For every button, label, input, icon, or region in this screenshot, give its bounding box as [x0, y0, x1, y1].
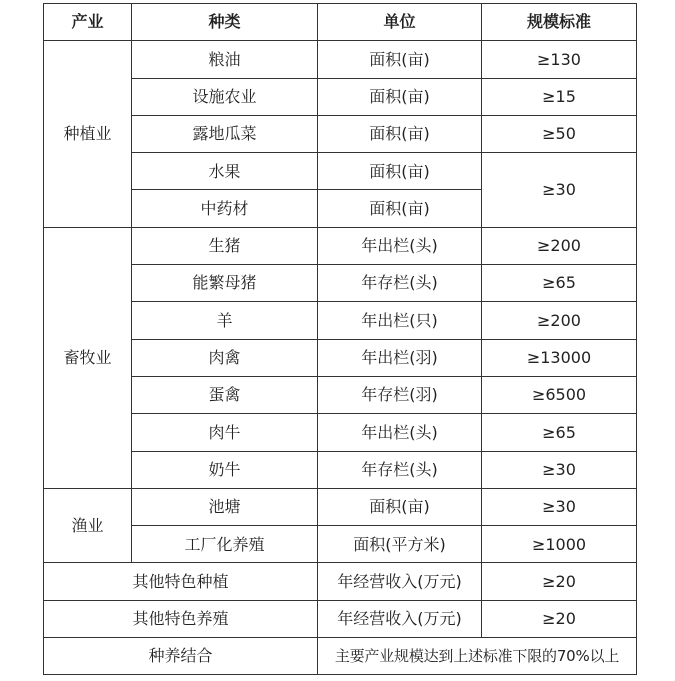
category-cell: 肉禽 [132, 339, 318, 376]
group-livestock: 畜牧业 [44, 227, 132, 488]
category-cell: 肉牛 [132, 414, 318, 451]
standard-cell: ≥50 [482, 115, 637, 152]
table-row [44, 265, 637, 302]
unit-cell: 面积(亩) [318, 115, 482, 152]
table-row [44, 488, 637, 525]
unit-cell: 面积(亩) [318, 78, 482, 115]
category-cell: 羊 [132, 302, 318, 339]
category-cell: 奶牛 [132, 451, 318, 488]
category-cell: 设施农业 [132, 78, 318, 115]
category-cell: 生猪 [132, 227, 318, 264]
standard-cell: ≥15 [482, 78, 637, 115]
category-cell: 蛋禽 [132, 376, 318, 413]
standard-cell: ≥200 [482, 227, 637, 264]
unit-cell: 年经营收入(万元) [318, 600, 482, 637]
other-planting-label: 其他特色种植 [44, 563, 318, 600]
group-fishery: 渔业 [44, 488, 132, 563]
unit-cell: 年出栏(头) [318, 227, 482, 264]
standard-cell: ≥30 [482, 488, 637, 525]
category-cell: 能繁母猪 [132, 265, 318, 302]
table-row [44, 115, 637, 152]
combined-note: 主要产业规模达到上述标准下限的70%以上 [318, 638, 637, 675]
scale-standard-table [43, 3, 637, 675]
unit-cell: 年出栏(头) [318, 414, 482, 451]
category-cell: 中药材 [132, 190, 318, 227]
header-category: 种类 [132, 4, 318, 41]
table-row [44, 526, 637, 563]
standard-cell: ≥30 [482, 153, 637, 228]
unit-cell: 面积(亩) [318, 488, 482, 525]
unit-cell: 年出栏(羽) [318, 339, 482, 376]
table-row [44, 339, 637, 376]
unit-cell: 年出栏(只) [318, 302, 482, 339]
unit-cell: 年存栏(头) [318, 265, 482, 302]
standard-cell: ≥20 [482, 600, 637, 637]
table-row [44, 153, 637, 190]
standard-cell: ≥20 [482, 563, 637, 600]
table-row [44, 41, 637, 78]
category-cell: 工厂化养殖 [132, 526, 318, 563]
table-row [44, 600, 637, 637]
standard-cell: ≥130 [482, 41, 637, 78]
unit-cell: 面积(平方米) [318, 526, 482, 563]
header-industry: 产业 [44, 4, 132, 41]
header-standard: 规模标准 [482, 4, 637, 41]
category-cell: 池塘 [132, 488, 318, 525]
table-row [44, 376, 637, 413]
other-breeding-label: 其他特色养殖 [44, 600, 318, 637]
standard-cell: ≥65 [482, 414, 637, 451]
unit-cell: 面积(亩) [318, 41, 482, 78]
table-row [44, 414, 637, 451]
category-cell: 粮油 [132, 41, 318, 78]
combined-label: 种养结合 [44, 638, 318, 675]
unit-cell: 年存栏(羽) [318, 376, 482, 413]
standard-cell: ≥1000 [482, 526, 637, 563]
table-row [44, 563, 637, 600]
header-row [44, 4, 637, 41]
unit-cell: 年存栏(头) [318, 451, 482, 488]
table-row [44, 451, 637, 488]
table-row [44, 302, 637, 339]
standard-cell: ≥13000 [482, 339, 637, 376]
table-row [44, 78, 637, 115]
standard-cell: ≥30 [482, 451, 637, 488]
table-row [44, 227, 637, 264]
table-row [44, 638, 637, 675]
unit-cell: 面积(亩) [318, 190, 482, 227]
standard-cell: ≥6500 [482, 376, 637, 413]
unit-cell: 面积(亩) [318, 153, 482, 190]
standard-cell: ≥200 [482, 302, 637, 339]
standard-cell: ≥65 [482, 265, 637, 302]
category-cell: 露地瓜菜 [132, 115, 318, 152]
unit-cell: 年经营收入(万元) [318, 563, 482, 600]
category-cell: 水果 [132, 153, 318, 190]
header-unit: 单位 [318, 4, 482, 41]
group-planting: 种植业 [44, 41, 132, 227]
